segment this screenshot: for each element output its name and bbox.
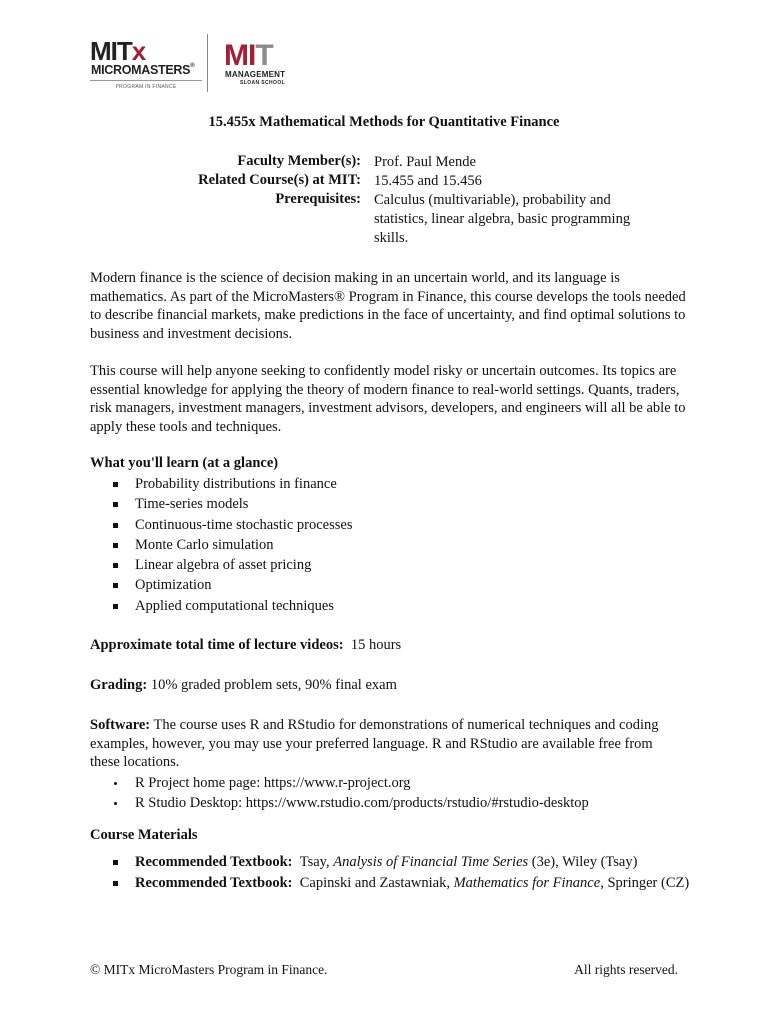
registered-mark: ® xyxy=(190,63,195,69)
audience-paragraph: This course will help anyone seeking to confidently model risky or uncertain outcomes. Its topics are essential knowledge for applying the theory of modern finance to real-world settings. Quants, traders, risk managers, investment managers, investment advisors, developers, and engineers will all be able to apply these tools and techniques. xyxy=(90,363,686,435)
square-bullet-icon xyxy=(113,482,118,487)
grading-label: Grading: xyxy=(90,677,148,693)
list-item-text: Time-series models xyxy=(135,496,249,513)
mit-t-text: T xyxy=(255,39,273,72)
program-in-finance-text: PROGRAM IN FINANCE xyxy=(115,84,177,90)
square-bullet-icon xyxy=(113,563,118,568)
list-item-text: Applied computational techniques xyxy=(135,597,334,614)
list-item xyxy=(112,515,352,535)
textbook-details: (3e), Wiley (Tsay) xyxy=(528,854,638,870)
software-paragraph xyxy=(90,716,686,772)
micromasters-wordmark xyxy=(91,63,194,77)
list-item-text: Optimization xyxy=(135,577,212,594)
grading-value: 10% graded problem sets, 90% final exam xyxy=(150,677,397,693)
r-project-link[interactable]: R Project home page: https://www.r-project.org xyxy=(135,775,411,791)
textbook-label: Recommended Textbook: xyxy=(135,854,293,870)
learn-list xyxy=(112,474,352,616)
footer-copyright: © MITx MicroMasters Program in Finance. xyxy=(90,962,328,977)
footer-rights: All rights reserved. xyxy=(574,962,678,977)
textbook-title: Mathematics for Finance xyxy=(453,875,601,891)
mit-wordmark xyxy=(224,39,273,72)
mitx-wordmark xyxy=(90,38,145,64)
round-bullet-icon xyxy=(114,782,117,785)
mit-sloan-logo xyxy=(224,39,294,88)
list-item xyxy=(112,535,352,555)
list-item xyxy=(112,575,352,595)
list-item xyxy=(112,494,352,514)
lecture-time-value: 15 hours xyxy=(350,637,402,653)
intro-paragraph: Modern finance is the science of decision making in an uncertain world, and its language is mathematics. As part of the MicroMasters® Program in Finance, this course develops the tools needed to describe financial markets, make predictions in the face of uncertainty, and find optimal solutions to business and investment decisions. xyxy=(90,270,686,342)
course-title: 15.455x Mathematical Methods for Quantitative Finance xyxy=(208,114,560,130)
list-item-text: Linear algebra of asset pricing xyxy=(135,557,312,574)
grading-line xyxy=(90,677,397,694)
prerequisites-value: Calculus (multivariable), probability and statistics, linear algebra, basic programming skills. xyxy=(374,192,631,246)
list-item xyxy=(112,596,352,616)
micromasters-text: MICROMASTERS xyxy=(91,63,191,77)
mit-mi-text: MI xyxy=(224,39,256,72)
square-bullet-icon xyxy=(113,523,118,528)
list-item xyxy=(112,852,692,872)
logo-divider xyxy=(207,34,208,92)
square-bullet-icon xyxy=(113,881,118,886)
textbook-label: Recommended Textbook: xyxy=(135,875,293,891)
faculty-label: Faculty Member(s): xyxy=(237,153,361,169)
materials-heading: Course Materials xyxy=(90,827,198,843)
software-text: The course uses R and RStudio for demonstrations of numerical techniques and coding examples, however, you may use your preferred language. R and RStudio are available free from these locations. xyxy=(90,717,659,770)
list-item[interactable] xyxy=(112,793,589,813)
related-courses-value: 15.455 and 15.456 xyxy=(374,173,482,189)
software-label: Software: xyxy=(90,717,151,733)
list-item[interactable] xyxy=(112,773,589,793)
round-bullet-icon xyxy=(114,802,117,805)
mitx-text: MIT xyxy=(90,36,132,66)
list-item-text: Probability distributions in finance xyxy=(135,476,337,492)
learn-heading: What you'll learn (at a glance) xyxy=(90,455,279,471)
square-bullet-icon xyxy=(113,604,118,609)
textbook-title: Analysis of Financial Time Series xyxy=(333,854,529,870)
software-links-list xyxy=(112,773,589,813)
textbook-author: Tsay, xyxy=(299,854,334,870)
square-bullet-icon xyxy=(113,583,118,588)
square-bullet-icon xyxy=(113,860,118,865)
mitx-x: x xyxy=(131,36,146,66)
textbook-author: Capinski and Zastawniak, xyxy=(299,875,454,891)
textbook-details: , Springer (CZ) xyxy=(600,875,690,891)
management-text: MANAGEMENT xyxy=(225,70,286,79)
lecture-time-label: Approximate total time of lecture videos: xyxy=(90,637,344,653)
logo-rule xyxy=(90,80,202,81)
rstudio-link[interactable]: R Studio Desktop: https://www.rstudio.com/products/rstudio/#rstudio-desktop xyxy=(135,795,589,811)
textbook-list xyxy=(112,852,692,894)
list-item-text: Continuous-time stochastic processes xyxy=(135,516,353,533)
list-item xyxy=(112,474,352,494)
related-courses-label: Related Course(s) at MIT: xyxy=(198,172,361,188)
list-item xyxy=(112,555,352,575)
lecture-time-line xyxy=(90,637,401,654)
list-item-text: Monte Carlo simulation xyxy=(135,536,274,553)
faculty-value: Prof. Paul Mende xyxy=(374,154,476,170)
sloan-school-text: SLOAN SCHOOL xyxy=(240,80,286,86)
square-bullet-icon xyxy=(113,543,118,548)
prerequisites-label: Prerequisites: xyxy=(275,191,361,207)
mitx-micromasters-logo xyxy=(90,38,202,92)
square-bullet-icon xyxy=(113,502,118,507)
list-item xyxy=(112,873,692,893)
